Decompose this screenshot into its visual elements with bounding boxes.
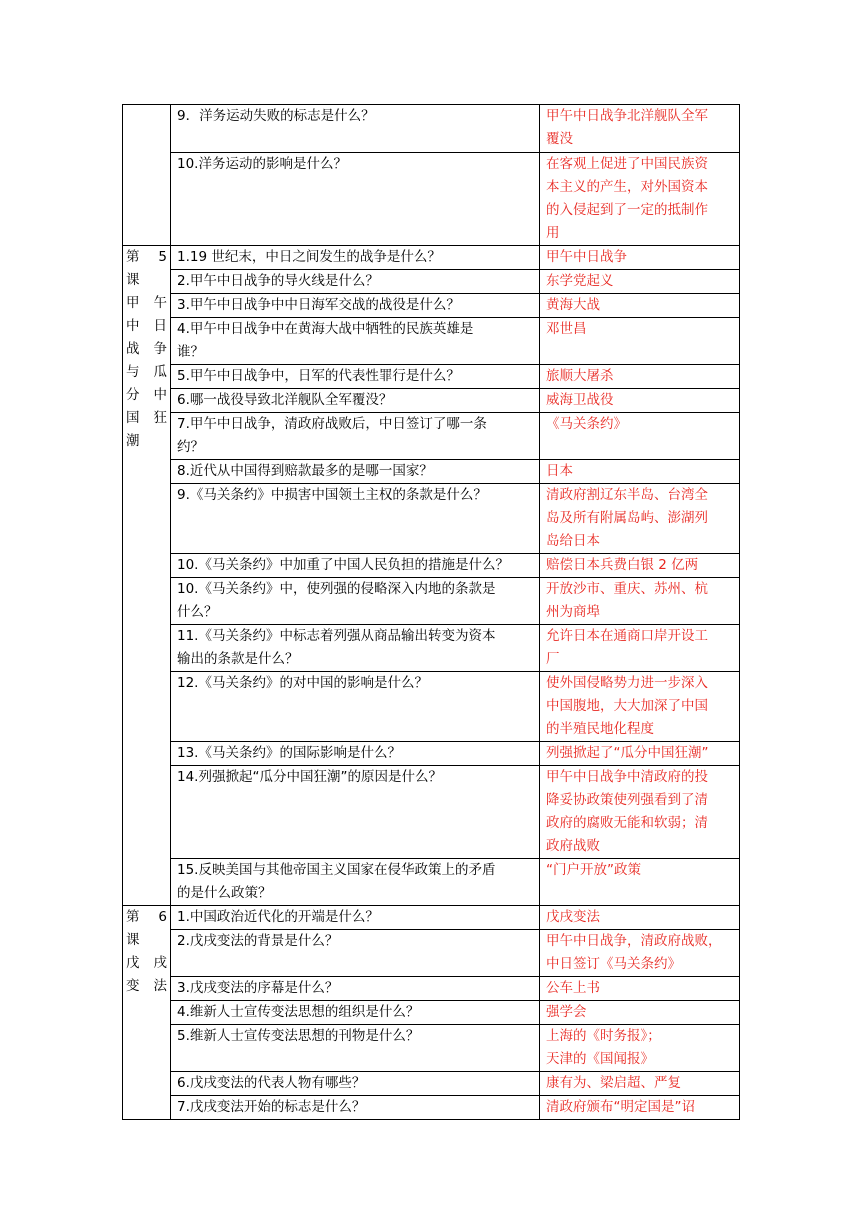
answer-cell <box>540 294 740 318</box>
question-line: 1.19 世纪末，中日之间发生的战争是什么？ <box>177 249 441 265</box>
lesson-title-cell <box>123 906 171 1120</box>
lesson-title-line: 第 5 <box>126 249 167 265</box>
answer-line: 威海卫战役 <box>546 392 614 408</box>
answer-line: 甲午中日战争中清政府的投 <box>546 769 708 785</box>
question-line: 2.甲午中日战争的导火线是什么？ <box>177 273 379 289</box>
question-line: 什么？ <box>177 604 218 620</box>
lesson-title-line: 变法 <box>126 978 167 994</box>
question-line: 约？ <box>177 439 204 455</box>
answer-line: 《马关条约》 <box>546 416 627 432</box>
answer-line: 邓世昌 <box>546 321 587 337</box>
question-line: 14.列强掀起“瓜分中国狂潮”的原因是什么？ <box>177 769 442 785</box>
answer-line: 甲午中日战争 <box>546 249 627 265</box>
question-line: 10.《马关条约》中，使列强的侵略深入内地的条款是 <box>177 581 496 597</box>
question-cell <box>171 742 540 766</box>
answer-line: 政府的腐败无能和软弱；清 <box>546 815 708 831</box>
question-line: 1.中国政治近代化的开端是什么？ <box>177 909 379 925</box>
table-row <box>123 270 740 294</box>
table-row <box>123 1096 740 1120</box>
answer-line: 本主义的产生，对外国资本 <box>546 179 708 195</box>
question-line: 输出的条款是什么？ <box>177 651 299 667</box>
answer-line: 岛给日本 <box>546 533 600 549</box>
question-cell <box>171 977 540 1001</box>
table-row <box>123 246 740 270</box>
table-row <box>123 906 740 930</box>
answer-line: 清政府颁布“明定国是”诏 <box>546 1099 695 1115</box>
question-line: 6.哪一战役导致北洋舰队全军覆没？ <box>177 392 393 408</box>
answer-line: 天津的《国闻报》 <box>546 1051 654 1067</box>
question-cell <box>171 153 540 246</box>
question-cell <box>171 859 540 906</box>
question-line: 10.《马关条约》中加重了中国人民负担的措施是什么？ <box>177 557 509 573</box>
question-line: 7.甲午中日战争，清政府战败后，中日签订了哪一条 <box>177 416 487 432</box>
answer-line: 公车上书 <box>546 980 600 996</box>
lesson-title-line: 国狂 <box>126 410 167 426</box>
answer-line: 甲午中日战争，清政府战败， <box>546 933 722 949</box>
table-row <box>123 460 740 484</box>
answer-line: 的半殖民地化程度 <box>546 721 654 737</box>
lesson-title-line: 潮 <box>126 433 140 449</box>
question-cell <box>171 105 540 153</box>
answer-line: 强学会 <box>546 1004 587 1020</box>
answer-cell <box>540 906 740 930</box>
question-line: 6.戊戌变法的代表人物有哪些？ <box>177 1075 366 1091</box>
answer-line: 用 <box>546 225 560 241</box>
answer-line: 赔偿日本兵费白银 2 亿两 <box>546 557 699 573</box>
answer-cell <box>540 1025 740 1072</box>
answer-cell <box>540 318 740 365</box>
table-row <box>123 1001 740 1025</box>
answer-cell <box>540 1072 740 1096</box>
question-line: 7.戊戌变法开始的标志是什么？ <box>177 1099 366 1115</box>
table-row <box>123 318 740 365</box>
answer-line: 使外国侵略势力进一步深入 <box>546 675 708 691</box>
question-cell <box>171 484 540 554</box>
answer-cell <box>540 413 740 460</box>
table-row <box>123 389 740 413</box>
answer-cell <box>540 246 740 270</box>
question-line: 11.《马关条约》中标志着列强从商品输出转变为资本 <box>177 628 496 644</box>
question-cell <box>171 906 540 930</box>
answer-line: 清政府割辽东半岛、台湾全 <box>546 487 708 503</box>
question-line: 8.近代从中国得到赔款最多的是哪一国家？ <box>177 463 433 479</box>
answer-line: 的入侵起到了一定的抵制作 <box>546 202 708 218</box>
answer-cell <box>540 742 740 766</box>
question-cell <box>171 766 540 859</box>
answer-line: 黄海大战 <box>546 297 600 313</box>
lesson-title-line: 课 <box>126 932 140 948</box>
answer-line: 康有为、梁启超、严复 <box>546 1075 681 1091</box>
lesson-title-line: 中日 <box>126 318 167 334</box>
question-cell <box>171 460 540 484</box>
question-cell <box>171 1001 540 1025</box>
answer-line: 中国腹地，大大加深了中国 <box>546 698 708 714</box>
answer-cell <box>540 554 740 578</box>
lesson-title-line: 甲午 <box>126 295 167 311</box>
table-row <box>123 625 740 672</box>
table-row <box>123 365 740 389</box>
lesson-title-cell <box>123 246 171 906</box>
lesson-title-cell <box>123 105 171 246</box>
table-row <box>123 930 740 977</box>
question-cell <box>171 270 540 294</box>
answer-line: 允许日本在通商口岸开设工 <box>546 628 708 644</box>
question-cell <box>171 672 540 742</box>
answer-cell <box>540 672 740 742</box>
answer-line: 政府战败 <box>546 838 600 854</box>
answer-cell <box>540 389 740 413</box>
table-row <box>123 859 740 906</box>
answer-cell <box>540 270 740 294</box>
answer-line: 岛及所有附属岛屿、澎湖列 <box>546 510 708 526</box>
question-line: 4.维新人士宣传变法思想的组织是什么？ <box>177 1004 420 1020</box>
question-line: 4.甲午中日战争中在黄海大战中牺牲的民族英雄是 <box>177 321 474 337</box>
question-cell <box>171 1072 540 1096</box>
answer-cell <box>540 930 740 977</box>
answer-line: 覆没 <box>546 131 573 147</box>
table-row <box>123 554 740 578</box>
answer-line: 列强掀起了“瓜分中国狂潮” <box>546 745 709 761</box>
answer-cell <box>540 625 740 672</box>
lesson-title-line: 与瓜 <box>126 364 167 380</box>
answer-line: 上海的《时务报》； <box>546 1028 661 1044</box>
table-row <box>123 1025 740 1072</box>
answer-cell <box>540 578 740 625</box>
question-line: 9.《马关条约》中损害中国领土主权的条款是什么？ <box>177 487 487 503</box>
answer-cell <box>540 460 740 484</box>
table-row <box>123 294 740 318</box>
question-line: 谁？ <box>177 344 204 360</box>
table-row <box>123 413 740 460</box>
question-cell <box>171 389 540 413</box>
question-line: 15.反映美国与其他帝国主义国家在侵华政策上的矛盾 <box>177 862 496 878</box>
table-row <box>123 578 740 625</box>
question-line: 9．洋务运动失败的标志是什么？ <box>177 108 375 124</box>
table-row <box>123 742 740 766</box>
answer-line: 开放沙市、重庆、苏州、杭 <box>546 581 708 597</box>
answer-line: “门户开放”政策 <box>546 862 641 878</box>
answer-line: 戊戌变法 <box>546 909 600 925</box>
question-cell <box>171 625 540 672</box>
lesson-title-line: 分中 <box>126 387 167 403</box>
lesson-title-line: 战争 <box>126 341 167 357</box>
question-cell <box>171 246 540 270</box>
answer-line: 中日签订《马关条约》 <box>546 956 681 972</box>
answer-line: 甲午中日战争北洋舰队全军 <box>546 108 708 124</box>
answer-cell <box>540 1096 740 1120</box>
question-line: 2.戊戌变法的背景是什么？ <box>177 933 339 949</box>
table-row <box>123 672 740 742</box>
question-line: 3.戊戌变法的序幕是什么？ <box>177 980 339 996</box>
answer-cell <box>540 365 740 389</box>
question-cell <box>171 1025 540 1072</box>
answer-cell <box>540 1001 740 1025</box>
answer-cell <box>540 977 740 1001</box>
question-line: 3.甲午中日战争中中日海军交战的战役是什么？ <box>177 297 460 313</box>
answer-cell <box>540 859 740 906</box>
question-cell <box>171 1096 540 1120</box>
question-line: 5.维新人士宣传变法思想的刊物是什么？ <box>177 1028 420 1044</box>
question-line: 13.《马关条约》的国际影响是什么？ <box>177 745 401 761</box>
question-cell <box>171 554 540 578</box>
answer-line: 降妥协政策使列强看到了清 <box>546 792 708 808</box>
table-row <box>123 977 740 1001</box>
answer-line: 厂 <box>546 651 560 667</box>
table-row <box>123 153 740 246</box>
question-line: 10.洋务运动的影响是什么？ <box>177 156 347 172</box>
question-line: 的是什么政策？ <box>177 885 272 901</box>
answer-line: 旅顺大屠杀 <box>546 368 614 384</box>
answer-cell <box>540 153 740 246</box>
lesson-title-line: 戊戌 <box>126 955 167 971</box>
qa-table <box>122 104 740 1120</box>
question-cell <box>171 294 540 318</box>
lesson-title-line: 课 <box>126 272 140 288</box>
question-cell <box>171 930 540 977</box>
answer-line: 日本 <box>546 463 573 479</box>
question-line: 12.《马关条约》的对中国的影响是什么？ <box>177 675 428 691</box>
question-line: 5.甲午中日战争中，日军的代表性罪行是什么？ <box>177 368 460 384</box>
question-cell <box>171 413 540 460</box>
question-cell <box>171 318 540 365</box>
answer-cell <box>540 105 740 153</box>
answer-line: 州为商埠 <box>546 604 600 620</box>
table-row <box>123 766 740 859</box>
answer-cell <box>540 766 740 859</box>
table-row <box>123 484 740 554</box>
table-row <box>123 1072 740 1096</box>
answer-line: 东学党起义 <box>546 273 614 289</box>
answer-line: 在客观上促进了中国民族资 <box>546 156 708 172</box>
lesson-title-line: 第 6 <box>126 909 167 925</box>
table-row <box>123 105 740 153</box>
question-cell <box>171 578 540 625</box>
question-cell <box>171 365 540 389</box>
answer-cell <box>540 484 740 554</box>
